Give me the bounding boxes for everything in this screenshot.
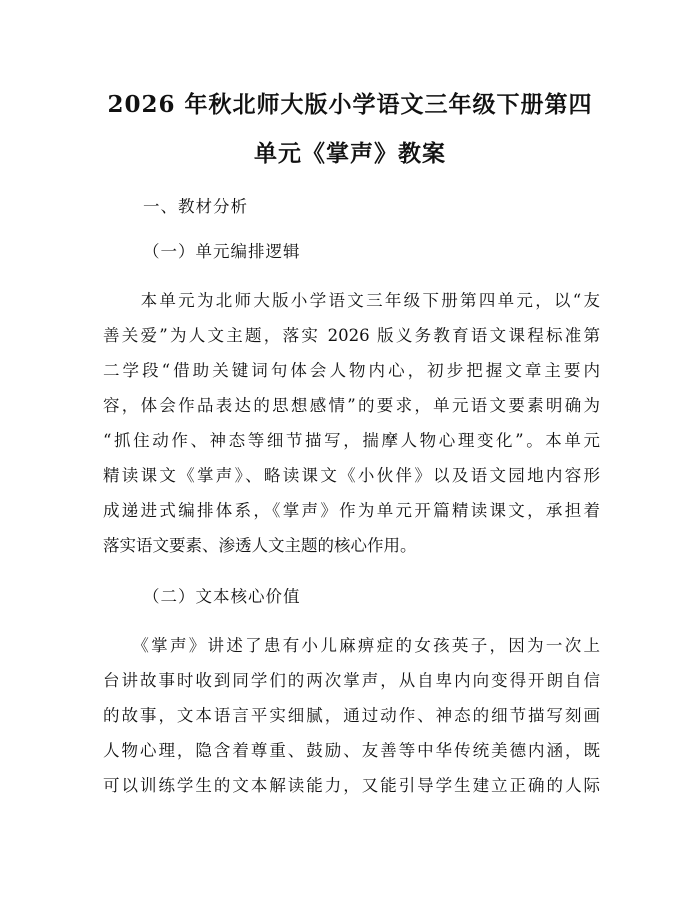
paragraph-line: 人物心理，隐含着尊重、鼓励、友善等中华传统美德内涵，既 (103, 741, 600, 760)
paragraph-unit-arrangement (103, 283, 600, 563)
paragraph-line: 二学段“借助关键词句体会人物内心，初步把握文章主要内 (103, 361, 600, 380)
paragraph-line: 台讲故事时收到同学们的两次掌声，从自卑内向变得开朗自信 (103, 671, 600, 690)
document-title-line-1: 2026 年秋北师大版小学语文三年级下册第四 (107, 91, 593, 118)
paragraph-line: 落实语文要素、渗透人文主题的核心作用。 (103, 536, 417, 555)
paragraph-text-core-value (103, 628, 600, 803)
document-title-line-2: 单元《掌声》教案 (254, 140, 446, 167)
subheading-unit-arrangement-logic: （一）单元编排逻辑 (143, 242, 301, 261)
paragraph-line: 本单元为北师大版小学语文三年级下册第四单元，以“友 (103, 291, 600, 310)
section-heading-teaching-material-analysis: 一、教材分析 (143, 197, 248, 216)
paragraph-line: 可以训练学生的文本解读能力，又能引导学生建立正确的人际 (103, 776, 600, 795)
paragraph-line: 的故事，文本语言平实细腻，通过动作、神态的细节描写刻画 (103, 706, 600, 725)
paragraph-line: “抓住动作、神态等细节描写，揣摩人物心理变化”。本单元 (103, 431, 600, 450)
paragraph-line: 容，体会作品表达的思想感情”的要求，单元语文要素明确为 (103, 396, 600, 415)
paragraph-line: 《掌声》讲述了患有小儿麻痹症的女孩英子，因为一次上 (103, 636, 600, 655)
paragraph-line: 成递进式编排体系，《掌声》作为单元开篇精读课文，承担着 (103, 501, 600, 520)
subheading-text-core-value: （二）文本核心价值 (143, 587, 301, 606)
paragraph-line: 善关爱”为人文主题，落实 2026 版义务教育语文课程标准第 (103, 326, 600, 345)
paragraph-line: 精读课文《掌声》、略读课文《小伙伴》以及语文园地内容形 (103, 466, 600, 485)
